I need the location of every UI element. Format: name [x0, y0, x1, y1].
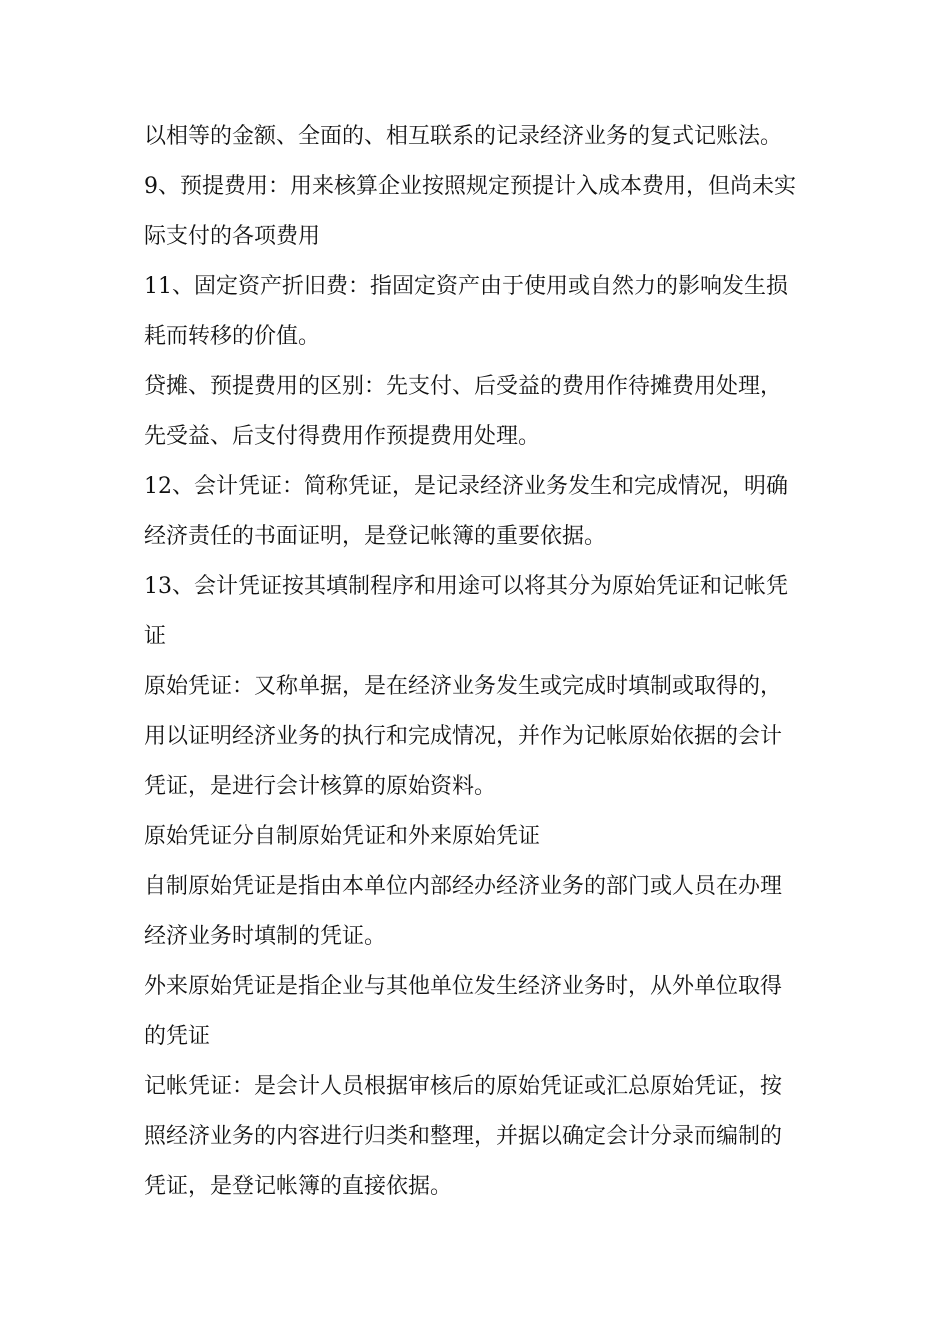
text-line: 凭证，是登记帐簿的直接依据。 [144, 1174, 453, 1199]
text-line: 12、会计凭证：简称凭证，是记录经济业务发生和完成情况，明确 [144, 474, 788, 499]
text-line: 贷摊、预提费用的区别：先支付、后受益的费用作待摊费用处理， [144, 374, 783, 399]
text-line: 原始凭证分自制原始凭证和外来原始凭证 [144, 824, 541, 849]
text-line: 耗而转移的价值。 [144, 324, 321, 349]
text-line: 经济责任的书面证明，是登记帐簿的重要依据。 [144, 524, 607, 549]
text-line: 凭证，是进行会计核算的原始资料。 [144, 774, 497, 799]
text-line: 照经济业务的内容进行归类和整理，并据以确定会计分录而编制的 [144, 1124, 783, 1149]
text-line: 经济业务时填制的凭证。 [144, 924, 387, 949]
text-line: 9、预提费用：用来核算企业按照规定预提计入成本费用，但尚未实 [144, 174, 796, 199]
text-line: 际支付的各项费用 [144, 224, 321, 249]
text-line: 11、固定资产折旧费：指固定资产由于使用或自然力的影响发生损 [144, 274, 788, 299]
text-line: 的凭证 [144, 1024, 211, 1049]
text-line: 用以证明经济业务的执行和完成情况，并作为记帐原始依据的会计 [144, 724, 783, 749]
text-line: 原始凭证：又称单据，是在经济业务发生或完成时填制或取得的， [144, 674, 783, 699]
text-line: 先受益、后支付得费用作预提费用处理。 [144, 424, 541, 449]
document-body [144, 112, 804, 1212]
text-line: 证 [144, 624, 167, 649]
text-line: 13、会计凭证按其填制程序和用途可以将其分为原始凭证和记帐凭 [144, 574, 788, 599]
text-line: 以相等的金额、全面的、相互联系的记录经济业务的复式记账法。 [144, 124, 783, 149]
text-line: 外来原始凭证是指企业与其他单位发生经济业务时，从外单位取得 [144, 974, 783, 999]
text-line: 记帐凭证：是会计人员根据审核后的原始凭证或汇总原始凭证，按 [144, 1074, 783, 1099]
text-line: 自制原始凭证是指由本单位内部经办经济业务的部门或人员在办理 [144, 874, 783, 899]
